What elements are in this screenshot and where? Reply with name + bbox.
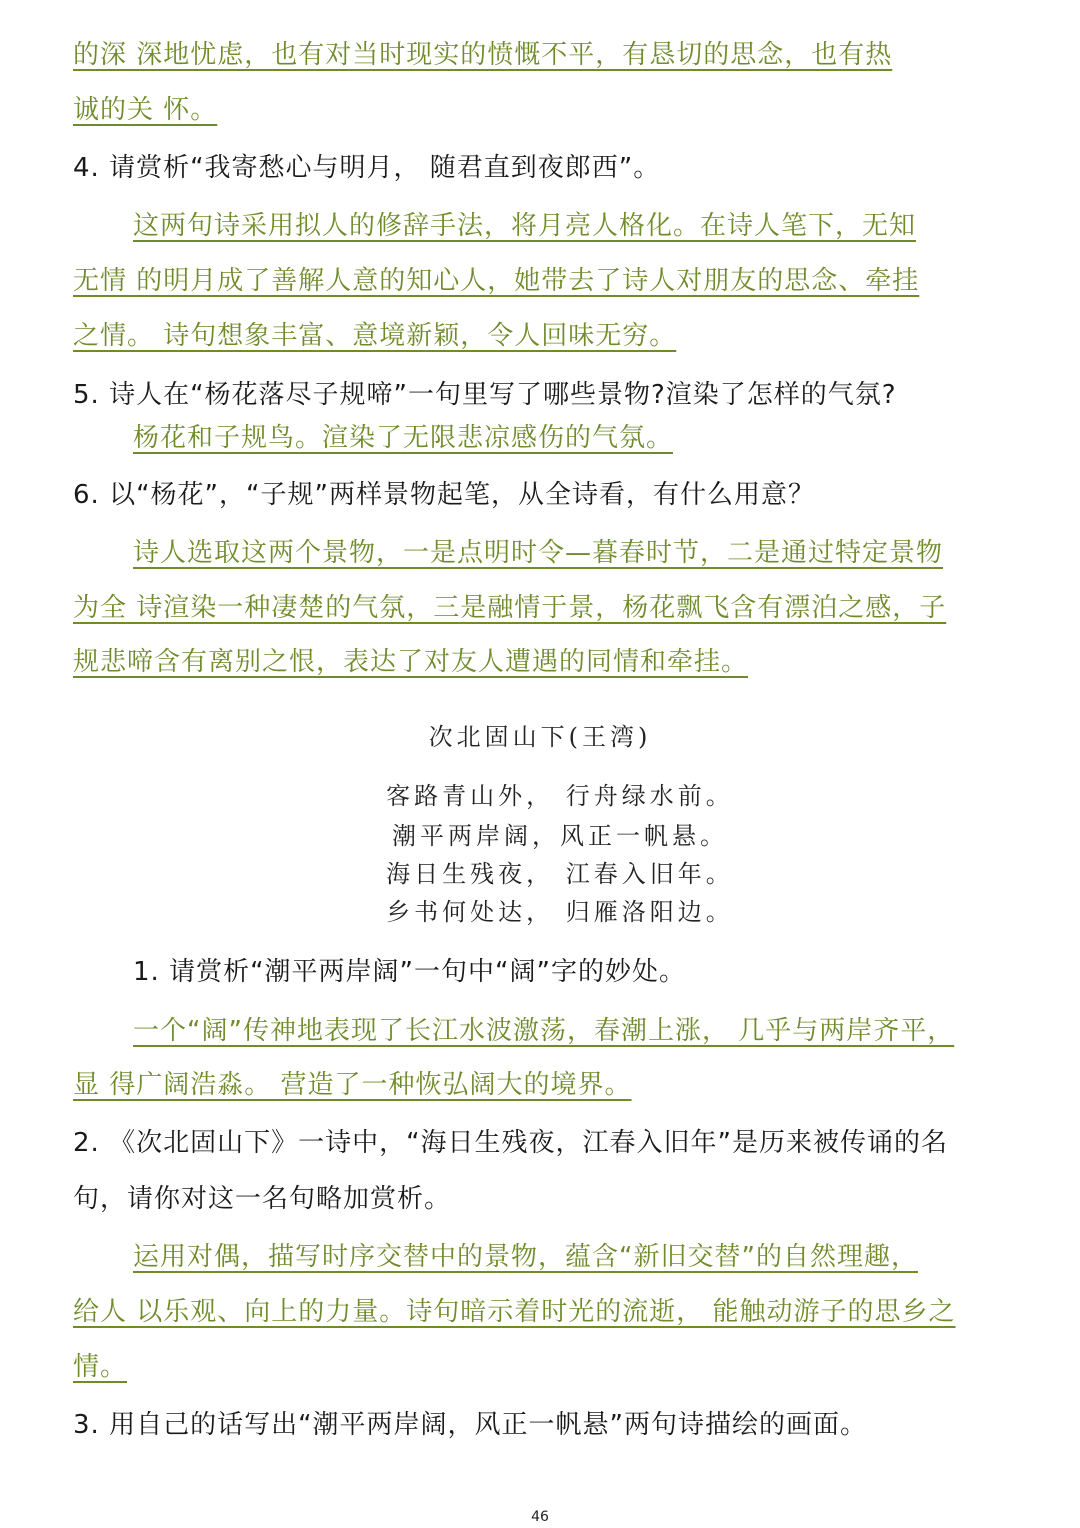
question-5: 5. 诗人在“杨花落尽子规啼”一句里写了哪些景物?渲染了怎样的气氛? (73, 380, 897, 410)
answer-line: 显 得广阔浩淼。 营造了一种恢弘阔大的境界。 (73, 1070, 632, 1100)
question-3: 3. 用自己的话写出“潮平两岸阔，风正一帆悬”两句诗描绘的画面。 (73, 1410, 868, 1440)
poem-line: 乡书何处达， 归雁洛阳边。 (386, 898, 734, 926)
answer-line: 为全 诗渲染一种凄楚的气氛，三是融情于景，杨花飘飞含有漂泊之感，子 (73, 593, 947, 623)
question-2-continued: 句，请你对这一名句略加赏析。 (73, 1184, 452, 1214)
poem-line: 客路青山外， 行舟绿水前。 (386, 782, 734, 810)
answer-line: 无情 的明月成了善解人意的知心人，她带去了诗人对朋友的思念、牵挂 (73, 266, 920, 296)
poem-line: 海日生残夜， 江春入旧年。 (386, 860, 734, 888)
question-1: 1. 请赏析“潮平两岸阔”一句中“阔”字的妙处。 (133, 957, 686, 987)
page-number: 46 (531, 1509, 549, 1525)
answer-line: 之情。 诗句想象丰富、意境新颖，令人回味无穷。 (73, 321, 677, 351)
poem-title: 次北固山下(王湾) (428, 723, 652, 751)
answer-line: 诚的关 怀。 (73, 95, 218, 125)
poem-line: 潮平两岸阔，风正一帆悬。 (392, 822, 728, 850)
question-6: 6. 以“杨花”，“子规”两样景物起笔，从全诗看，有什么用意？ (73, 480, 815, 510)
question-4: 4. 请赏析“我寄愁心与明月， 随君直到夜郎西”。 (73, 153, 661, 183)
answer-line: 的深 深地忧虑，也有对当时现实的愤慨不平，有恳切的思念，也有热 (73, 40, 893, 70)
answer-line: 情。 (73, 1352, 128, 1382)
answer-line: 运用对偶，描写时序交替中的景物，蕴含“新旧交替”的自然理趣， (133, 1242, 918, 1272)
answer-line: 这两句诗采用拟人的修辞手法，将月亮人格化。在诗人笔下，无知 (133, 211, 917, 241)
answer-line: 杨花和子规鸟。渲染了无限悲凉感伤的气氛。 (133, 423, 674, 453)
answer-line: 规悲啼含有离别之恨，表达了对友人遭遇的同情和牵挂。 (73, 647, 749, 677)
question-2: 2. 《次北固山下》一诗中，“海日生残夜，江春入旧年”是历来被传诵的名 (73, 1128, 949, 1158)
answer-line: 给人 以乐观、向上的力量。诗句暗示着时光的流逝， 能触动游子的思乡之 (73, 1297, 956, 1327)
answer-line: 诗人选取这两个景物，一是点明时令—暮春时节，二是通过特定景物 (133, 538, 944, 568)
answer-line: 一个“阔”传神地表现了长江水波激荡，春潮上涨， 几乎与两岸齐平， (133, 1016, 955, 1046)
